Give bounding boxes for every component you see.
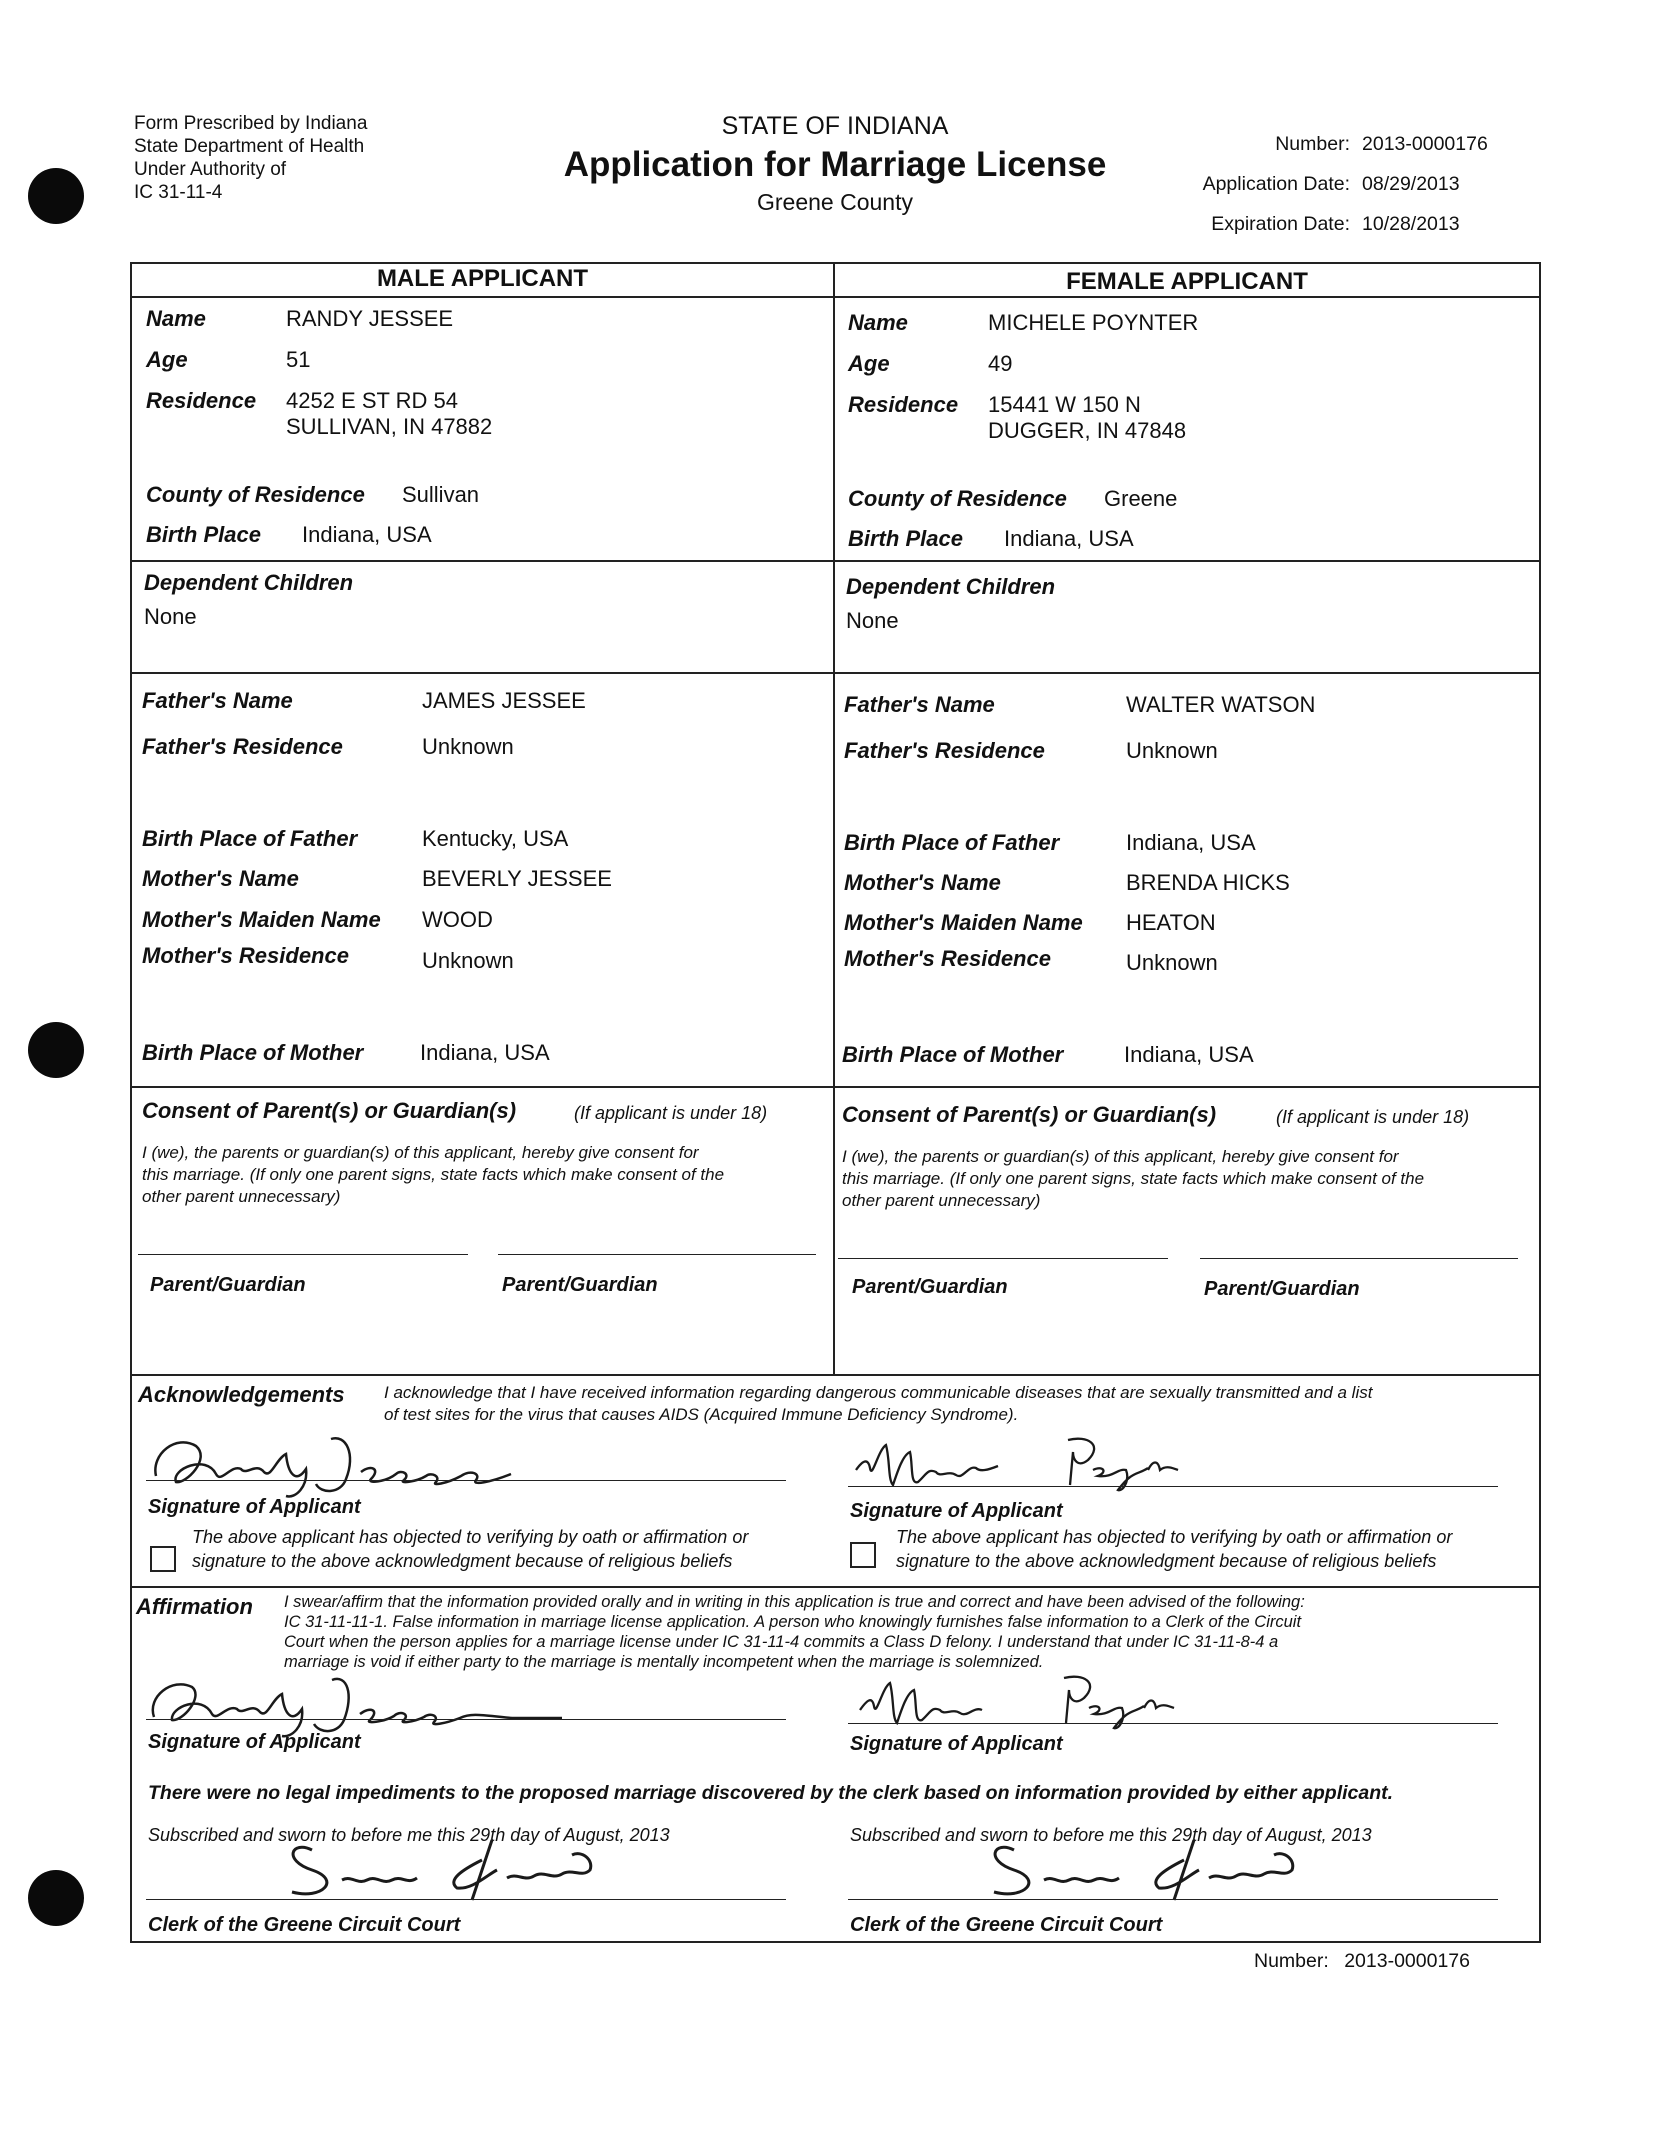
expiration-date: 10/28/2013	[1362, 213, 1460, 235]
acknowledgements-label: Acknowledgements	[138, 1382, 345, 1407]
acknowledgement-text-line: I acknowledge that I have received information regarding dangerous communicable diseases that are sexually transmitted and a list	[384, 1383, 1373, 1402]
birth-place-father-label: Birth Place of Father	[142, 826, 358, 851]
residence-label: Residence	[848, 392, 959, 417]
clerk-signature-female-side	[974, 1830, 1314, 1910]
clerk-label: Clerk of the Greene Circuit Court	[148, 1914, 461, 1936]
male-signature-acknowledgement	[146, 1424, 566, 1504]
male-birth-place-mother: Indiana, USA	[420, 1040, 550, 1065]
age-label: Age	[146, 347, 188, 372]
parent-signature-line	[138, 1254, 468, 1255]
male-dependent-children: None	[144, 604, 197, 629]
female-fathers-name: WALTER WATSON	[1126, 692, 1316, 717]
male-applicant-heading: MALE APPLICANT	[376, 265, 589, 292]
male-mothers-name: BEVERLY JESSEE	[422, 866, 612, 891]
application-form	[130, 262, 1541, 1943]
footer-number-label: Number:	[1254, 1950, 1329, 1972]
applicant-signature-line	[848, 1486, 1498, 1487]
no-impediments-statement: There were no legal impediments to the proposed marriage discovered by the clerk based on information provided by either applicant.	[148, 1782, 1394, 1804]
authority-line: Form Prescribed by Indiana	[134, 113, 368, 134]
consent-text-line: other parent unnecessary)	[842, 1191, 1041, 1210]
birth-place-father-label: Birth Place of Father	[844, 830, 1060, 855]
county-label: County of Residence	[146, 482, 365, 507]
authority-line: Under Authority of	[134, 159, 287, 180]
consent-text-line: this marriage. (If only one parent signs, state facts which make consent of the	[142, 1165, 725, 1184]
objection-text-line: The above applicant has objected to verifying by oath or affirmation or	[192, 1527, 749, 1547]
consent-text-line: I (we), the parents or guardian(s) of this applicant, hereby give consent for	[842, 1147, 1399, 1166]
male-mothers-maiden: WOOD	[422, 907, 493, 932]
applicant-signature-line	[146, 1719, 786, 1720]
county-label: County of Residence	[848, 486, 1067, 511]
parent-signature-line	[1200, 1258, 1518, 1259]
state-name: STATE OF INDIANA	[721, 112, 949, 140]
female-birth-place-father: Indiana, USA	[1126, 830, 1256, 855]
clerk-signature-line	[146, 1899, 786, 1900]
application-date-label: Application Date:	[1202, 173, 1350, 195]
female-birth-place-mother: Indiana, USA	[1124, 1042, 1254, 1067]
objection-text-line: The above applicant has objected to verifying by oath or affirmation or	[896, 1527, 1453, 1547]
female-residence-line2: DUGGER, IN 47848	[988, 418, 1187, 443]
subscribed-statement: Subscribed and sworn to before me this 29th day of August, 2013	[850, 1825, 1372, 1845]
female-residence-line1: 15441 W 150 N	[988, 392, 1141, 417]
male-fathers-residence: Unknown	[422, 734, 514, 759]
signature-of-applicant-label: Signature of Applicant	[148, 1496, 361, 1518]
acknowledgement-text-line: of test sites for the virus that causes AIDS (Acquired Immune Deficiency Syndrome).	[384, 1405, 1019, 1424]
birth-place-mother-label: Birth Place of Mother	[842, 1042, 1064, 1067]
authority-line: IC 31-11-4	[134, 182, 223, 203]
male-residence-line1: 4252 E ST RD 54	[286, 388, 459, 413]
female-signature-acknowledgement	[848, 1430, 1228, 1500]
applicant-signature-line	[146, 1480, 786, 1481]
objection-text-line: signature to the above acknowledgment because of religious beliefs	[192, 1551, 733, 1571]
dependent-children-label: Dependent Children	[846, 574, 1056, 599]
mothers-residence-label: Mother's Residence	[844, 946, 1051, 971]
application-date: 08/29/2013	[1362, 173, 1460, 195]
affirmation-text-line: I swear/affirm that the information provided orally and in writing in this application is true and correct and have been advised of the following:	[284, 1593, 1305, 1611]
page-title: Application for Marriage License	[563, 145, 1107, 184]
affirmation-text-line: IC 31-11-11-1. False information in marriage license application. A person who knowingly furnishes false information to a Clerk of the Circuit	[284, 1613, 1302, 1631]
birth-place-label: Birth Place	[848, 526, 963, 551]
female-dependent-children: None	[846, 608, 899, 633]
parent-signature-line	[498, 1254, 816, 1255]
row-divider	[132, 672, 1539, 674]
male-county: Sullivan	[402, 482, 480, 507]
age-label: Age	[848, 351, 890, 376]
female-fathers-residence: Unknown	[1126, 738, 1218, 763]
clerk-label: Clerk of the Greene Circuit Court	[850, 1914, 1163, 1936]
female-mothers-maiden: HEATON	[1126, 910, 1216, 935]
female-mothers-name: BRENDA HICKS	[1126, 870, 1290, 895]
form-authority	[134, 112, 367, 204]
license-number: 2013-0000176	[1362, 133, 1488, 155]
consent-title: Consent of Parent(s) or Guardian(s)	[842, 1102, 1217, 1127]
row-divider	[132, 296, 1539, 298]
male-age: 51	[286, 347, 311, 372]
footer-number-value: 2013-0000176	[1344, 1950, 1470, 1972]
row-divider	[132, 1586, 1539, 1588]
license-info	[1150, 124, 1488, 244]
mothers-residence-label: Mother's Residence	[142, 943, 349, 968]
row-divider	[132, 1374, 1539, 1376]
religious-objection-checkbox[interactable]	[150, 1546, 176, 1572]
mothers-maiden-label: Mother's Maiden Name	[142, 907, 381, 932]
affirmation-text-line: Court when the person applies for a marriage license under IC 31-11-4 commits a Class D felony. I understand that under IC 31-11-8-4 a	[284, 1633, 1279, 1651]
male-fathers-name: JAMES JESSEE	[422, 688, 586, 713]
affirmation-text-line: marriage is void if either party to the marriage is mentally incompetent when the marriage is solemnized.	[284, 1653, 1044, 1671]
name-label: Name	[848, 310, 908, 335]
parent-guardian-label: Parent/Guardian	[852, 1276, 1008, 1298]
female-age: 49	[988, 351, 1013, 376]
fathers-name-label: Father's Name	[844, 692, 995, 717]
parent-guardian-label: Parent/Guardian	[502, 1274, 658, 1296]
punch-hole-bottom	[28, 1870, 84, 1926]
mothers-maiden-label: Mother's Maiden Name	[844, 910, 1083, 935]
male-mothers-residence: Unknown	[422, 948, 514, 973]
male-birth-place: Indiana, USA	[302, 522, 432, 547]
religious-objection-checkbox[interactable]	[850, 1542, 876, 1568]
mothers-name-label: Mother's Name	[142, 866, 299, 891]
punch-hole-top	[28, 168, 84, 224]
consent-title: Consent of Parent(s) or Guardian(s)	[142, 1098, 517, 1123]
objection-text-line: signature to the above acknowledgment because of religious beliefs	[896, 1551, 1437, 1571]
female-signature-affirmation	[852, 1666, 1232, 1736]
birth-place-mother-label: Birth Place of Mother	[142, 1040, 364, 1065]
dependent-children-label: Dependent Children	[144, 570, 354, 595]
number-label: Number:	[1275, 133, 1350, 155]
signature-of-applicant-label: Signature of Applicant	[850, 1733, 1063, 1755]
male-signature-affirmation	[142, 1662, 562, 1742]
county-name: Greene County	[757, 189, 913, 215]
male-residence-line2: SULLIVAN, IN 47882	[286, 414, 493, 439]
fathers-name-label: Father's Name	[142, 688, 293, 713]
parent-signature-line	[838, 1258, 1168, 1259]
parent-guardian-label: Parent/Guardian	[1204, 1278, 1360, 1300]
consent-text-line: this marriage. (If only one parent signs, state facts which make consent of the	[842, 1169, 1425, 1188]
mothers-name-label: Mother's Name	[844, 870, 1001, 895]
fathers-residence-label: Father's Residence	[142, 734, 343, 759]
authority-line: State Department of Health	[134, 136, 365, 157]
female-county: Greene	[1104, 486, 1178, 511]
expiration-date-label: Expiration Date:	[1211, 213, 1350, 235]
consent-note: (If applicant is under 18)	[1276, 1107, 1470, 1127]
male-name: RANDY JESSEE	[286, 306, 454, 331]
fathers-residence-label: Father's Residence	[844, 738, 1045, 763]
document-heading	[500, 112, 1170, 216]
female-name: MICHELE POYNTER	[988, 310, 1199, 335]
consent-note: (If applicant is under 18)	[574, 1103, 768, 1123]
parent-guardian-label: Parent/Guardian	[150, 1274, 306, 1296]
clerk-signature-line	[848, 1899, 1498, 1900]
column-divider	[833, 264, 835, 1374]
clerk-signature-male-side	[272, 1830, 612, 1910]
female-applicant-heading: FEMALE APPLICANT	[1066, 268, 1308, 295]
footer-number	[1254, 1950, 1470, 1973]
consent-text-line: I (we), the parents or guardian(s) of this applicant, hereby give consent for	[142, 1143, 699, 1162]
signature-of-applicant-label: Signature of Applicant	[850, 1500, 1063, 1522]
name-label: Name	[146, 306, 206, 331]
applicant-signature-line	[848, 1723, 1498, 1724]
male-birth-place-father: Kentucky, USA	[422, 826, 569, 851]
signature-of-applicant-label: Signature of Applicant	[148, 1731, 361, 1753]
female-mothers-residence: Unknown	[1126, 950, 1218, 975]
row-divider	[132, 1086, 1539, 1088]
punch-hole-middle	[28, 1022, 84, 1078]
residence-label: Residence	[146, 388, 257, 413]
birth-place-label: Birth Place	[146, 522, 261, 547]
affirmation-label: Affirmation	[136, 1594, 253, 1619]
row-divider	[132, 560, 1539, 562]
female-birth-place: Indiana, USA	[1004, 526, 1134, 551]
subscribed-statement: Subscribed and sworn to before me this 29th day of August, 2013	[148, 1825, 670, 1845]
consent-text-line: other parent unnecessary)	[142, 1187, 341, 1206]
